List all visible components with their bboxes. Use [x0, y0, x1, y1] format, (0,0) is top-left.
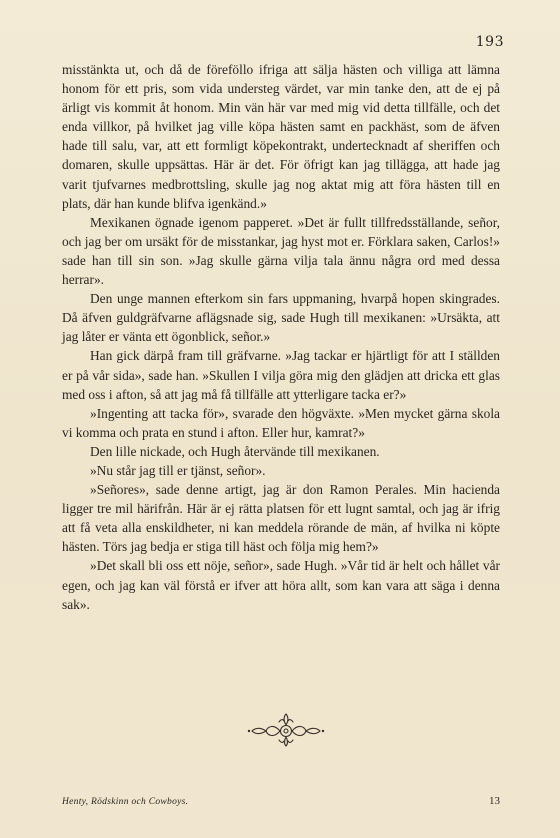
paragraph: misstänkta ut, och då de föreföllo ifriga att sälja hästen och villiga att lämna honom för ett pris, som vida understeg värdet, var min tanke den, att de ej på ärligt vis kommit åt honom. Min vän här var med mig vid detta tillfälle, och det enda villkor, på hvilket jag ville köpa hästen samt en packhäst, som de äfven hade till salu, var, att ett formligt köpekontrakt, undertecknadt af sheriffen och domaren, skulle uppsättas. Här är det. För öfrigt kan jag tillägga, att hade jag varit tjufvarnes medbrottsling, skulle jag nog aktat mig att föra hästen till en plats, där han kunde blifva igenkänd.»: [62, 62, 500, 211]
paragraph: Den lille nickade, och Hugh återvände till mexikanen.: [90, 443, 380, 459]
paragraph: »Ingenting att tacka för», svarade den högväxte. »Men mycket gärna skola vi komma och prata en stund i afton. Eller hur, kamrat?»: [62, 405, 500, 440]
floral-vignette-icon: [246, 712, 326, 748]
page-number: 193: [475, 34, 504, 50]
paragraph: »Det skall bli oss ett nöje, señor», sade Hugh. »Vår tid är helt och hållet vår egen, och jag kan väl förstå er ifver att höra allt, som kan vara att säga i denna sak».: [62, 558, 500, 612]
footer-book-title: Henty, Rödskinn och Cowboys.: [62, 797, 189, 807]
footer-signature-mark: 13: [489, 795, 500, 807]
paragraph: Den unge mannen efterkom sin fars uppmaning, hvarpå hopen skingrades. Då äfven guldgräfvarne aflägsnade sig, sade Hugh till mexikanen: »Ursäkta, att jag låter er vänta ett ögonblick, señor.»: [62, 291, 500, 345]
paragraph: Mexikanen ögnade igenom papperet. »Det är fullt tillfredsställande, señor, och jag ber om ursäkt för de misstankar, jag hyst mot er. Förklara saken, Carlos!» sade han till sin son. »Jag skulle gärna vilja tala ännu några ord med dessa herrar».: [62, 214, 500, 288]
paragraph: Han gick därpå fram till gräfvarne. »Jag tackar er hjärtligt för att I ställden er på vår sida», sade han. »Skullen I vilja göra mig den glädjen att dricka ett glas med oss i afton, så att jag må få tillfälle att ytterligare tacka er?»: [62, 348, 500, 402]
page-body: [62, 60, 500, 614]
paragraph: »Señores», sade denne artigt, jag är don Ramon Perales. Min hacienda ligger tre mil härifrån. Här är ej rätta platsen för ett lugnt samtal, och jag är ifrig att få veta alla enskildheter, ni kan meddela rörande de män, af hvilka ni köpte hästen. Törs jag bedja er stiga till häst och följa mig hem?»: [62, 482, 500, 555]
paragraph: »Nu står jag till er tjänst, señor».: [90, 462, 266, 478]
